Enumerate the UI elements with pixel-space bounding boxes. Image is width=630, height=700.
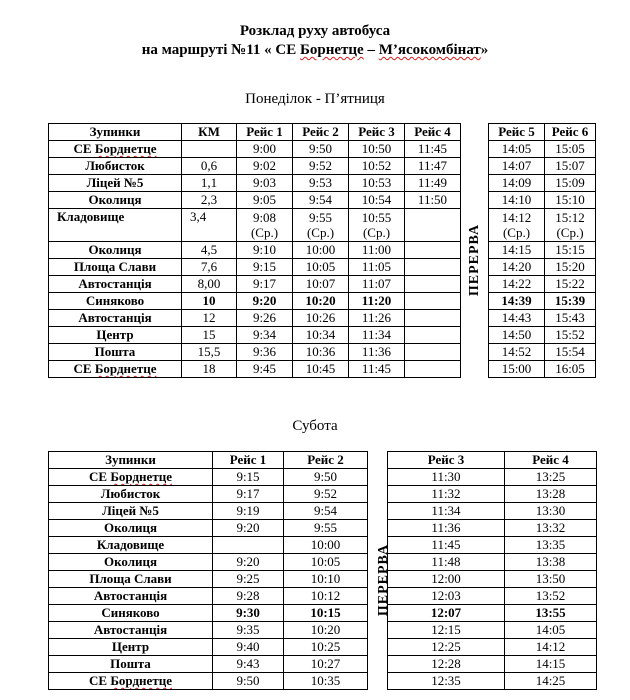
stop-name: Автостанція bbox=[49, 588, 213, 605]
time-cell: 9:17 bbox=[237, 276, 293, 293]
time-value: 10:55 bbox=[361, 210, 392, 225]
time-cell bbox=[405, 293, 461, 310]
time-cell: 14:39 bbox=[489, 293, 545, 310]
time-cell: 13:30 bbox=[505, 503, 597, 520]
time-cell: 9:43 bbox=[213, 656, 284, 673]
table-row bbox=[49, 605, 597, 622]
time-cell: 15:05 bbox=[545, 141, 596, 158]
time-cell: 9:10 bbox=[237, 242, 293, 259]
time-cell: 11:45 bbox=[349, 361, 405, 378]
time-cell: 10:15 bbox=[284, 605, 368, 622]
time-cell: 8,00 bbox=[182, 276, 237, 293]
weekday-schedule-table bbox=[48, 123, 596, 378]
time-cell: 9:20 bbox=[237, 293, 293, 310]
table-row bbox=[49, 469, 597, 486]
route-suffix: » bbox=[480, 42, 489, 58]
header-cell: Рейс 1 bbox=[213, 452, 284, 469]
header-cell: Рейс 4 bbox=[505, 452, 597, 469]
time-cell: 11:20 bbox=[349, 293, 405, 310]
time-cell: 11:32 bbox=[388, 486, 505, 503]
stop-name: СЕ Борднетце bbox=[49, 361, 182, 378]
stop-name: Любисток bbox=[49, 158, 182, 175]
stop-name: СЕ Борднетце bbox=[49, 469, 213, 486]
time-cell: 9:50 bbox=[284, 469, 368, 486]
time-cell: 11:26 bbox=[349, 310, 405, 327]
time-cell: 10:05 bbox=[284, 554, 368, 571]
stop-name: Околиця bbox=[49, 520, 213, 537]
time-cell: 10:34 bbox=[293, 327, 349, 344]
time-cell bbox=[349, 209, 405, 242]
time-cell: 13:38 bbox=[505, 554, 597, 571]
time-cell: 9:02 bbox=[237, 158, 293, 175]
time-note: (Ср.) bbox=[250, 225, 279, 240]
stop-name: Площа Слави bbox=[49, 259, 182, 276]
time-cell: 7,6 bbox=[182, 259, 237, 276]
time-cell: 10:12 bbox=[284, 588, 368, 605]
time-cell: 10:25 bbox=[284, 639, 368, 656]
stop-name: Околиця bbox=[49, 192, 182, 209]
time-cell: 12:25 bbox=[388, 639, 505, 656]
header-cell: Рейс 2 bbox=[284, 452, 368, 469]
time-cell: 9:19 bbox=[213, 503, 284, 520]
time-cell: 14:10 bbox=[489, 192, 545, 209]
time-cell: 10:20 bbox=[284, 622, 368, 639]
route-title bbox=[0, 41, 630, 59]
time-cell: 14:12 bbox=[505, 639, 597, 656]
weekday-break-label: ПЕРЕРВА bbox=[467, 223, 482, 296]
saturday-title: Субота bbox=[292, 418, 338, 434]
time-cell: 13:25 bbox=[505, 469, 597, 486]
stop-name: СЕ Борднетце bbox=[49, 673, 213, 690]
time-cell: 13:50 bbox=[505, 571, 597, 588]
time-cell: 15:00 bbox=[489, 361, 545, 378]
time-cell: 11:45 bbox=[388, 537, 505, 554]
time-cell: 9:15 bbox=[237, 259, 293, 276]
time-cell bbox=[545, 209, 596, 242]
header-cell: Зупинки bbox=[49, 452, 213, 469]
saturday-header-row bbox=[49, 452, 597, 469]
schedule-title bbox=[0, 22, 630, 40]
table-row bbox=[49, 588, 597, 605]
stop-name-word: Борднетце bbox=[110, 673, 172, 688]
time-cell: 9:54 bbox=[284, 503, 368, 520]
stop-name: Пошта bbox=[49, 344, 182, 361]
time-cell: 15:52 bbox=[545, 327, 596, 344]
stop-name-word: Борднетце bbox=[94, 141, 157, 156]
time-cell: 13:32 bbox=[505, 520, 597, 537]
time-cell: 15,5 bbox=[182, 344, 237, 361]
stop-name: Околиця bbox=[49, 242, 182, 259]
stop-name: Автостанція bbox=[49, 276, 182, 293]
stop-name: Центр bbox=[49, 639, 213, 656]
time-cell: 9:20 bbox=[213, 520, 284, 537]
header-cell: Рейс 6 bbox=[545, 124, 596, 141]
time-value: 15:12 bbox=[555, 210, 585, 225]
time-cell: 13:28 bbox=[505, 486, 597, 503]
time-cell: 10:27 bbox=[284, 656, 368, 673]
time-cell: 15:20 bbox=[545, 259, 596, 276]
stop-name: Ліцей №5 bbox=[49, 175, 182, 192]
table-row bbox=[49, 673, 597, 690]
time-value: 14:12 bbox=[501, 210, 532, 225]
table-row bbox=[49, 537, 597, 554]
time-value: 9:55 bbox=[308, 210, 333, 225]
stop-name: Синяково bbox=[49, 605, 213, 622]
time-note: (Ср.) bbox=[556, 225, 584, 240]
time-cell: 14:15 bbox=[489, 242, 545, 259]
table-row bbox=[49, 344, 596, 361]
time-cell: 9:05 bbox=[237, 192, 293, 209]
time-cell: 1,1 bbox=[182, 175, 237, 192]
time-cell bbox=[489, 209, 545, 242]
time-cell: 11:30 bbox=[388, 469, 505, 486]
time-cell: 9:17 bbox=[213, 486, 284, 503]
time-note: (Ср.) bbox=[362, 225, 391, 240]
time-cell: 14:43 bbox=[489, 310, 545, 327]
time-cell: 11:49 bbox=[405, 175, 461, 192]
time-cell: 11:34 bbox=[349, 327, 405, 344]
time-cell: 9:50 bbox=[293, 141, 349, 158]
time-cell: 9:00 bbox=[237, 141, 293, 158]
table-row bbox=[49, 622, 597, 639]
weekday-header-row bbox=[49, 124, 596, 141]
time-cell: 9:52 bbox=[293, 158, 349, 175]
time-cell bbox=[405, 310, 461, 327]
time-cell: 9:15 bbox=[213, 469, 284, 486]
saturday-break-label: ПЕРЕРВА bbox=[376, 543, 391, 616]
time-cell: 11:45 bbox=[405, 141, 461, 158]
stop-name-word: Борднетце bbox=[94, 361, 157, 376]
time-cell bbox=[405, 327, 461, 344]
table-row bbox=[49, 192, 596, 209]
time-cell: 0,6 bbox=[182, 158, 237, 175]
table-row bbox=[49, 520, 597, 537]
table-row bbox=[49, 554, 597, 571]
time-cell: 10 bbox=[182, 293, 237, 310]
time-cell bbox=[182, 141, 237, 158]
time-cell: 10:20 bbox=[293, 293, 349, 310]
time-cell: 12:35 bbox=[388, 673, 505, 690]
time-cell: 16:05 bbox=[545, 361, 596, 378]
time-cell: 11:50 bbox=[405, 192, 461, 209]
time-cell: 4,5 bbox=[182, 242, 237, 259]
time-cell: 14:52 bbox=[489, 344, 545, 361]
time-cell: 15:07 bbox=[545, 158, 596, 175]
time-note: (Ср.) bbox=[306, 225, 335, 240]
table-row bbox=[49, 327, 596, 344]
time-cell: 14:05 bbox=[505, 622, 597, 639]
time-cell: 9:25 bbox=[213, 571, 284, 588]
time-cell: 9:28 bbox=[213, 588, 284, 605]
table-row bbox=[49, 503, 597, 520]
time-cell: 9:50 bbox=[213, 673, 284, 690]
table-row bbox=[49, 310, 596, 327]
time-cell bbox=[405, 242, 461, 259]
time-cell: 13:35 bbox=[505, 537, 597, 554]
stop-name: Кладовище bbox=[49, 537, 213, 554]
time-cell bbox=[405, 259, 461, 276]
time-cell: 9:45 bbox=[237, 361, 293, 378]
header-cell: Рейс 1 bbox=[237, 124, 293, 141]
route-stop-a: Борнетце bbox=[299, 42, 364, 58]
table-row bbox=[49, 486, 597, 503]
time-cell: 14:22 bbox=[489, 276, 545, 293]
table-row bbox=[49, 571, 597, 588]
time-cell: 10:10 bbox=[284, 571, 368, 588]
time-cell: 9:26 bbox=[237, 310, 293, 327]
time-cell: 10:35 bbox=[284, 673, 368, 690]
weekday-title: Понеділок - П’ятниця bbox=[245, 91, 385, 107]
time-cell: 11:36 bbox=[349, 344, 405, 361]
time-cell: 9:30 bbox=[213, 605, 284, 622]
time-cell: 11:36 bbox=[388, 520, 505, 537]
table-row bbox=[49, 656, 597, 673]
stop-name: Околиця bbox=[49, 554, 213, 571]
time-cell: 10:53 bbox=[349, 175, 405, 192]
time-cell: 10:52 bbox=[349, 158, 405, 175]
time-cell: 12:03 bbox=[388, 588, 505, 605]
time-cell: 11:07 bbox=[349, 276, 405, 293]
time-cell: 14:25 bbox=[505, 673, 597, 690]
time-cell: 15:39 bbox=[545, 293, 596, 310]
time-cell: 10:54 bbox=[349, 192, 405, 209]
stop-name: Центр bbox=[49, 327, 182, 344]
time-cell bbox=[237, 209, 293, 242]
time-cell: 14:20 bbox=[489, 259, 545, 276]
table-row bbox=[49, 361, 596, 378]
time-cell: 10:50 bbox=[349, 141, 405, 158]
header-cell: Зупинки bbox=[49, 124, 182, 141]
time-cell: 15:10 bbox=[545, 192, 596, 209]
time-cell: 15 bbox=[182, 327, 237, 344]
time-cell: 10:36 bbox=[293, 344, 349, 361]
time-cell bbox=[405, 209, 461, 242]
time-cell: 18 bbox=[182, 361, 237, 378]
stop-name: Пошта bbox=[49, 656, 213, 673]
time-cell: 15:22 bbox=[545, 276, 596, 293]
time-cell: 2,3 bbox=[182, 192, 237, 209]
stop-name: Автостанція bbox=[49, 622, 213, 639]
route-stop-b: М’ясокомбінат bbox=[378, 42, 481, 58]
time-cell: 9:34 bbox=[237, 327, 293, 344]
time-cell: 14:50 bbox=[489, 327, 545, 344]
time-cell: 10:05 bbox=[293, 259, 349, 276]
time-cell: 9:40 bbox=[213, 639, 284, 656]
header-cell: Рейс 3 bbox=[349, 124, 405, 141]
stop-name: Синяково bbox=[49, 293, 182, 310]
time-cell bbox=[405, 276, 461, 293]
stop-name-word: Борднетце bbox=[110, 469, 172, 484]
time-cell: 13:52 bbox=[505, 588, 597, 605]
stop-name: Любисток bbox=[49, 486, 213, 503]
header-cell: Рейс 4 bbox=[405, 124, 461, 141]
time-cell: 9:53 bbox=[293, 175, 349, 192]
time-cell bbox=[293, 209, 349, 242]
saturday-schedule-table bbox=[48, 451, 597, 690]
header-cell: Рейс 3 bbox=[388, 452, 505, 469]
time-cell: 14:07 bbox=[489, 158, 545, 175]
time-cell: 15:15 bbox=[545, 242, 596, 259]
table-row bbox=[49, 276, 596, 293]
time-cell: 12:28 bbox=[388, 656, 505, 673]
table-row bbox=[49, 242, 596, 259]
time-cell: 9:52 bbox=[284, 486, 368, 503]
time-cell: 11:48 bbox=[388, 554, 505, 571]
time-cell: 15:54 bbox=[545, 344, 596, 361]
header-cell: Рейс 2 bbox=[293, 124, 349, 141]
time-value: 9:08 bbox=[252, 210, 277, 225]
time-cell: 12:15 bbox=[388, 622, 505, 639]
time-cell: 12:07 bbox=[388, 605, 505, 622]
time-cell: 9:35 bbox=[213, 622, 284, 639]
stop-name: Автостанція bbox=[49, 310, 182, 327]
table-row bbox=[49, 209, 596, 242]
time-cell: 14:05 bbox=[489, 141, 545, 158]
time-cell: 9:03 bbox=[237, 175, 293, 192]
time-cell: 9:54 bbox=[293, 192, 349, 209]
table-row bbox=[49, 175, 596, 192]
table-row bbox=[49, 293, 596, 310]
time-cell: 10:45 bbox=[293, 361, 349, 378]
route-prefix: на маршруті №11 « СЕ bbox=[141, 42, 300, 58]
time-cell: 10:00 bbox=[284, 537, 368, 554]
time-cell: 12:00 bbox=[388, 571, 505, 588]
time-cell: 14:09 bbox=[489, 175, 545, 192]
table-row bbox=[49, 639, 597, 656]
time-cell: 3,4 bbox=[182, 209, 237, 242]
time-cell: 12 bbox=[182, 310, 237, 327]
time-cell: 10:26 bbox=[293, 310, 349, 327]
stop-name: Площа Слави bbox=[49, 571, 213, 588]
time-cell: 15:43 bbox=[545, 310, 596, 327]
time-cell bbox=[405, 361, 461, 378]
time-cell bbox=[405, 344, 461, 361]
time-note: (Ср.) bbox=[502, 225, 531, 240]
time-cell: 11:05 bbox=[349, 259, 405, 276]
time-cell: 11:00 bbox=[349, 242, 405, 259]
table-row bbox=[49, 141, 596, 158]
time-cell: 10:07 bbox=[293, 276, 349, 293]
time-cell: 9:20 bbox=[213, 554, 284, 571]
title-line-1: Розклад руху автобуса bbox=[239, 23, 391, 39]
time-cell: 10:00 bbox=[293, 242, 349, 259]
stop-name: Кладовище bbox=[49, 209, 182, 242]
time-cell: 9:55 bbox=[284, 520, 368, 537]
time-cell: 13:55 bbox=[505, 605, 597, 622]
header-cell: Рейс 5 bbox=[489, 124, 545, 141]
table-row bbox=[49, 259, 596, 276]
time-cell bbox=[213, 537, 284, 554]
time-cell: 11:47 bbox=[405, 158, 461, 175]
route-dash: – bbox=[363, 42, 379, 58]
time-cell: 9:36 bbox=[237, 344, 293, 361]
stop-name: СЕ Борднетце bbox=[49, 141, 182, 158]
header-cell: КМ bbox=[182, 124, 237, 141]
time-cell: 11:34 bbox=[388, 503, 505, 520]
stop-name: Ліцей №5 bbox=[49, 503, 213, 520]
time-cell: 14:15 bbox=[505, 656, 597, 673]
table-row bbox=[49, 158, 596, 175]
time-cell: 15:09 bbox=[545, 175, 596, 192]
